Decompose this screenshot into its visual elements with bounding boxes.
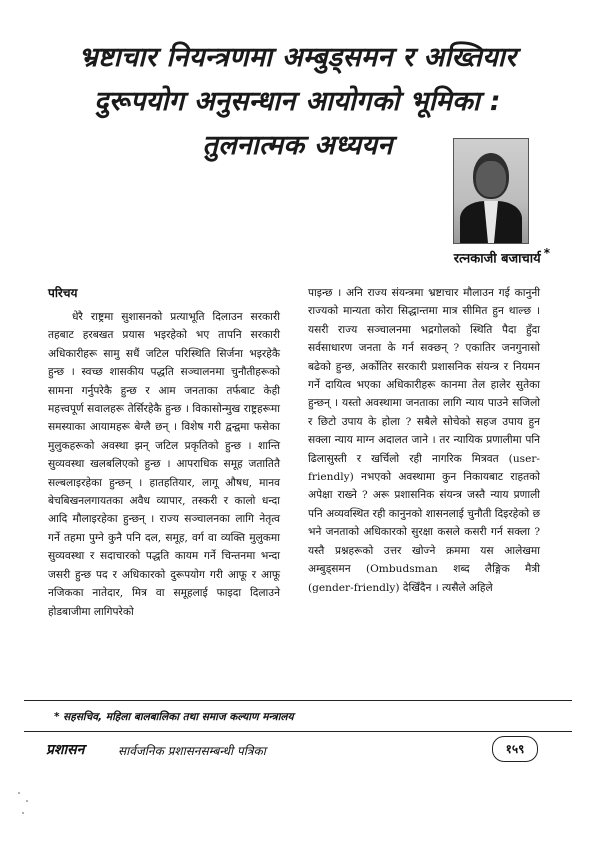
author-footnote-mark: * xyxy=(543,246,550,260)
footnote: * सहसचिव, महिला बालबालिका तथा समाज कल्याण मन्त्रालय xyxy=(54,711,294,723)
author-photo xyxy=(453,138,529,244)
author-byline xyxy=(400,246,550,266)
right-column xyxy=(308,284,540,597)
page-number: १५९ xyxy=(492,736,538,762)
scan-speck xyxy=(18,792,20,794)
title-line-1: भ्रष्टाचार नियन्त्रणमा अम्बुड्समन र अख्तियार xyxy=(78,42,517,73)
scan-speck xyxy=(22,812,24,814)
title-line-3: तुलनात्मक अध्ययन xyxy=(202,130,393,161)
paragraph: पाइन्छ । अनि राज्य संयन्त्रमा भ्रष्टाचार मौलाउन गई कानुनी राज्यको मान्यता कोरा सिद्धान्तमा मात्र सीमित हुन थाल्छ । यसरी राज्य सञ्चालनमा भद्रगोलको स्थिति पैदा हुँदा सर्वसाधारण जनता के गर्न सक्छन् ? एकातिर जनगुनासो बढेको हुन्छ, अर्कोतिर सरकारी प्रशासनिक संयन्त्र र नियमन गर्ने दायित्व भएका अधिकारीहरू कानमा तेल हालेर सुतेका हुन्छन् । यस्तो अवस्थामा जनताका लागि न्याय पाउने सजिलो र छिटो उपाय के होला ? सबैले सोचेको सहज उपाय हुन सक्ला न्याय माग्न अदालत जाने । तर न्यायिक प्रणालीमा पनि ढिलासुस्ती र खर्चिलो रही नागरिक मित्रवत (user-friendly) नभएको अवस्थामा कुन निकायबाट राहतको अपेक्षा राख्ने ? अरू प्रशासनिक संयन्त्र जस्तै न्याय प्रणाली पनि अव्यवस्थित रही कानुनको शासनलाई चुनौती दिइरहेको छ भने जनताको अधिकारको सुरक्षा कसले कसरी गर्न सक्ला ? यस्तै प्रश्नहरूको उत्तर खोज्ने क्रममा यस आलेखमा अम्बुड्समन (Ombudsman शब्द लैङ्गिक मैत्री (gender-friendly) देखिँदैन । त्यसैले अहिले xyxy=(308,287,540,594)
left-column xyxy=(48,284,280,621)
title-line-2: दुरूपयोग अनुसन्धान आयोगको भूमिका : xyxy=(94,86,501,117)
journal-short-name: प्रशासन xyxy=(46,742,85,758)
journal-full-name: सार्वजनिक प्रशासनसम्बन्धी पत्रिका xyxy=(118,744,266,758)
scan-speck xyxy=(26,800,28,802)
footer-divider xyxy=(24,731,572,732)
footnote-divider xyxy=(24,700,572,701)
paragraph: धेरै राष्ट्रमा सुशासनको प्रत्याभूति दिलाउन सरकारी तहबाट हरबखत प्रयास भइरहेको भए तापनि सरकारी अधिकारीहरू सामु सधैं जटिल परिस्थिति सिर्जना भइरहेकै हुन्छ । स्वच्छ शासकीय पद्धति सञ्चालनमा चुनौतीहरूको सामना गर्नुपरेकै हुन्छ र आम जनताका तर्फबाट केही महत्त्वपूर्ण सवालहरू तेर्सिरहेकै हुन्छ । विकासोन्मुख राष्ट्रहरूमा समस्याका आयामहरू बेग्लै छन् । विशेष गरी द्वन्द्वमा फसेका मुलुकहरूको अवस्था झन् जटिल प्रकृतिको हुन्छ । शान्ति सुव्यवस्था खलबलिएको हुन्छ । आपराधिक समूह जतातितै सल्बलाइरहेका हुन्छन् । हातहतियार, लागू औषध, मानव बेचबिखनलगायतका अवैध व्यापार, तस्करी र कालो धन्दा आदि मौलाइरहेका हुन्छन् । राज्य सञ्चालनका लागि नेतृत्व गर्ने तहमा पुग्ने कुनै पनि दल, समूह, वर्ग वा व्यक्ति मुलुकमा सुव्यवस्था र सदाचारको पद्धति कायम गर्ने चिन्तनमा भन्दा जसरी हुन्छ पद र अधिकारको दुरूपयोग गरी आफू र आफू नजिकका नातेदार, मित्र वा समूहलाई फाइदा दिलाउने होडबाजीमा लागिपरेको xyxy=(48,311,280,618)
author-name: रत्नकाजी बजाचार्य xyxy=(453,251,541,267)
section-heading: परिचय xyxy=(48,286,78,300)
